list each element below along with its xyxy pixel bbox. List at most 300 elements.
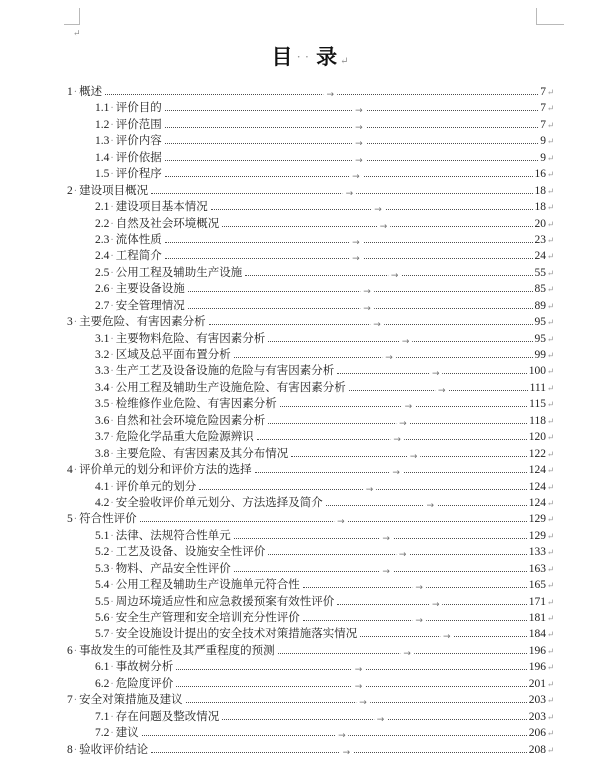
toc-entry[interactable] bbox=[67, 199, 555, 215]
toc-entry-title: 评价目的 bbox=[115, 102, 162, 115]
space-mark: · bbox=[110, 366, 114, 378]
page-number: 55 bbox=[534, 266, 546, 279]
space-mark: · bbox=[110, 136, 114, 148]
dot-leader bbox=[278, 648, 527, 659]
toc-entry-number: 3.6 bbox=[95, 414, 110, 427]
page-number: 203 bbox=[528, 710, 546, 723]
paragraph-mark: ↵ bbox=[547, 497, 555, 508]
toc-entry[interactable] bbox=[67, 610, 555, 626]
toc-entry-number: 3.3 bbox=[95, 365, 110, 378]
space-mark: · bbox=[110, 202, 114, 214]
space-mark: · bbox=[110, 333, 114, 345]
toc-entry-title: 评价范围 bbox=[115, 118, 162, 131]
toc-entry-title: 检维修作业危险、有害因素分析 bbox=[115, 398, 277, 411]
toc-entry-title: 公用工程及辅助生产设施单元符合性 bbox=[115, 579, 300, 592]
toc-entry-number: 5 bbox=[67, 513, 73, 526]
toc-entry[interactable] bbox=[67, 232, 555, 248]
toc-entry[interactable] bbox=[67, 725, 555, 741]
tab-mark-icon: → bbox=[379, 568, 393, 577]
toc-entry[interactable] bbox=[67, 133, 555, 149]
toc-entry[interactable] bbox=[67, 742, 555, 758]
toc-entry-number: 5.5 bbox=[95, 595, 110, 608]
page-number: 163 bbox=[528, 562, 546, 575]
space-mark: · bbox=[110, 234, 114, 246]
paragraph-mark: ↵ bbox=[547, 465, 555, 476]
dot-leader bbox=[234, 566, 527, 577]
tab-mark-icon: → bbox=[377, 223, 391, 232]
toc-entry[interactable] bbox=[67, 265, 555, 281]
dot-leader bbox=[268, 336, 532, 347]
dot-leader bbox=[142, 731, 527, 742]
paragraph-mark: ↵ bbox=[547, 152, 555, 163]
tab-mark-icon: → bbox=[352, 683, 366, 692]
toc-entry-title: 概述 bbox=[79, 86, 103, 98]
tab-mark-icon: → bbox=[370, 321, 384, 330]
toc-entry-title: 主要设备设施 bbox=[115, 283, 185, 296]
paragraph-mark: ↵ bbox=[547, 366, 555, 377]
space-mark: · bbox=[73, 695, 78, 707]
toc-entry-number: 1.4 bbox=[95, 151, 110, 164]
toc-entry-number: 3.5 bbox=[95, 398, 110, 411]
toc-entry[interactable] bbox=[67, 495, 555, 511]
space-mark: · bbox=[110, 448, 114, 460]
toc-entry-title: 评价单元的划分和评价方法的选择 bbox=[79, 464, 252, 477]
space-mark: · bbox=[73, 514, 78, 526]
toc-entry[interactable] bbox=[67, 331, 555, 347]
paragraph-mark: ↵ bbox=[547, 629, 555, 640]
page-number: 7 bbox=[540, 86, 546, 98]
tab-mark-icon: → bbox=[352, 107, 366, 116]
tab-mark-icon: → bbox=[334, 518, 348, 527]
toc-entry-number: 6 bbox=[67, 644, 73, 657]
page-number: 111 bbox=[529, 381, 546, 394]
margin-corner-mark-right bbox=[536, 8, 564, 25]
toc-entry[interactable] bbox=[67, 248, 555, 264]
toc-entry-number: 2.1 bbox=[95, 201, 110, 214]
toc-entry-number: 2.4 bbox=[95, 250, 110, 263]
toc-entry[interactable] bbox=[67, 100, 555, 116]
toc-entry-number: 2.5 bbox=[95, 266, 110, 279]
paragraph-mark: ↵ bbox=[547, 530, 555, 541]
toc-entry[interactable] bbox=[67, 347, 555, 363]
page-number: 18 bbox=[534, 201, 546, 214]
toc-entry[interactable] bbox=[67, 709, 555, 725]
page-number: 124 bbox=[528, 496, 546, 509]
tab-mark-icon: → bbox=[356, 699, 370, 708]
paragraph-mark: ↵ bbox=[547, 547, 555, 558]
tab-mark-icon: → bbox=[343, 190, 357, 199]
toc-entry-number: 4 bbox=[67, 464, 73, 477]
toc-entry-title: 危险化学品重大危险源辨识 bbox=[115, 431, 254, 444]
paragraph-mark: ↵ bbox=[547, 185, 555, 196]
dot-leader bbox=[165, 106, 539, 117]
tab-mark-icon: → bbox=[360, 288, 374, 297]
dot-leader bbox=[165, 254, 533, 265]
space-mark: · bbox=[110, 662, 114, 674]
toc-entry-number: 1.3 bbox=[95, 135, 110, 148]
dot-leader bbox=[349, 385, 528, 396]
paragraph-mark: ↵ bbox=[547, 580, 555, 591]
page-number: 196 bbox=[528, 644, 546, 657]
tab-mark-icon: → bbox=[382, 354, 396, 363]
toc-entry-number: 5.2 bbox=[95, 546, 110, 559]
dot-leader bbox=[151, 188, 532, 199]
dot-leader bbox=[222, 714, 527, 725]
dot-leader bbox=[188, 287, 533, 298]
page-number: 120 bbox=[528, 431, 546, 444]
paragraph-mark: ↵ bbox=[547, 399, 555, 410]
toc-entry-number: 3.2 bbox=[95, 349, 110, 361]
toc-entry[interactable] bbox=[67, 544, 555, 560]
toc-entry-title: 评价内容 bbox=[115, 135, 162, 148]
toc-entry-number: 5.1 bbox=[95, 529, 110, 542]
space-mark: · bbox=[110, 547, 114, 559]
dot-leader bbox=[165, 172, 533, 183]
toc-entry[interactable] bbox=[67, 183, 555, 199]
tab-mark-icon: → bbox=[390, 436, 404, 445]
page-number: 129 bbox=[528, 513, 546, 526]
toc-entry[interactable] bbox=[67, 692, 555, 708]
space-mark: · bbox=[110, 580, 114, 592]
space-mark: · bbox=[110, 415, 114, 427]
dot-leader bbox=[268, 418, 527, 429]
page-number: 16 bbox=[534, 168, 546, 181]
toc-entry-title: 评价依据 bbox=[115, 151, 162, 164]
toc-entry[interactable] bbox=[67, 413, 555, 429]
page-number: 18 bbox=[534, 184, 546, 197]
toc-entry-number: 7 bbox=[67, 694, 73, 707]
toc-entry[interactable] bbox=[67, 396, 555, 412]
page-number: 95 bbox=[534, 332, 546, 345]
space-mark: · bbox=[110, 629, 114, 641]
toc-entry-title: 周边环境适应性和应急救援预案有效性评价 bbox=[115, 595, 335, 608]
dot-leader bbox=[337, 369, 527, 380]
tab-mark-icon: → bbox=[324, 91, 338, 100]
paragraph-mark: ↵ bbox=[547, 284, 555, 295]
toc-entry-number: 1.2 bbox=[95, 118, 110, 131]
toc-entry-title: 工艺及设备、设施安全性评价 bbox=[115, 546, 266, 559]
toc-entry[interactable] bbox=[67, 363, 555, 379]
space-mark: · bbox=[110, 218, 114, 230]
dot-leader bbox=[151, 747, 527, 758]
space-mark: · bbox=[110, 300, 114, 312]
paragraph-mark: ↵ bbox=[547, 136, 555, 147]
paragraph-mark: ↵ bbox=[547, 300, 555, 311]
tab-mark-icon: → bbox=[399, 338, 413, 347]
toc-list bbox=[67, 84, 555, 758]
dot-leader bbox=[105, 90, 538, 100]
toc-entry[interactable] bbox=[67, 314, 555, 330]
paragraph-mark: ↵ bbox=[547, 678, 555, 689]
tab-mark-icon: → bbox=[335, 732, 349, 741]
tab-mark-icon: → bbox=[396, 551, 410, 560]
tab-mark-icon: → bbox=[352, 124, 366, 133]
toc-entry[interactable] bbox=[67, 528, 555, 544]
paragraph-mark: ↵ bbox=[547, 350, 555, 360]
page-number: 208 bbox=[528, 743, 546, 756]
toc-entry[interactable] bbox=[67, 626, 555, 642]
tab-mark-icon: → bbox=[402, 403, 416, 412]
tab-mark-icon: → bbox=[363, 486, 377, 495]
page-number: 89 bbox=[534, 299, 546, 312]
toc-entry[interactable] bbox=[67, 117, 555, 133]
space-mark: · bbox=[110, 284, 114, 296]
toc-entry-title: 危险度评价 bbox=[115, 677, 174, 690]
toc-entry[interactable] bbox=[67, 166, 555, 182]
toc-entry-title: 公用工程及辅助生产设施危险、有害因素分析 bbox=[115, 381, 346, 394]
toc-entry[interactable] bbox=[67, 150, 555, 166]
space-mark: · bbox=[110, 119, 114, 131]
page-number: 100 bbox=[528, 365, 546, 378]
toc-entry-number: 5.6 bbox=[95, 612, 110, 624]
toc-entry-title: 工程简介 bbox=[115, 250, 162, 263]
page-number: 124 bbox=[528, 464, 546, 477]
dot-leader bbox=[255, 468, 527, 479]
paragraph-mark: ↵ bbox=[547, 317, 555, 328]
page-number: 206 bbox=[528, 727, 546, 740]
toc-entry[interactable] bbox=[67, 561, 555, 577]
toc-entry[interactable] bbox=[67, 577, 555, 593]
page-number: 95 bbox=[534, 316, 546, 329]
toc-entry-title: 公用工程及辅助生产设施 bbox=[115, 266, 243, 279]
toc-entry-title: 建设项目概况 bbox=[79, 184, 149, 197]
dot-leader bbox=[337, 599, 527, 610]
toc-entry-number: 2.7 bbox=[95, 299, 110, 312]
space-mark: · bbox=[110, 530, 114, 542]
page-number: 7 bbox=[540, 118, 546, 131]
space-mark: · bbox=[110, 728, 114, 740]
page-number: 171 bbox=[528, 595, 546, 608]
tab-mark-icon: → bbox=[388, 272, 402, 281]
paragraph-mark: ↵ bbox=[547, 728, 555, 739]
tab-mark-icon: → bbox=[412, 617, 426, 626]
toc-entry-title: 符合性评价 bbox=[79, 513, 137, 526]
toc-entry[interactable] bbox=[67, 380, 555, 396]
toc-entry-number: 6.2 bbox=[95, 677, 110, 690]
space-mark: · bbox=[73, 645, 78, 657]
toc-entry-number: 7.1 bbox=[95, 710, 110, 723]
paragraph-mark: ↵ bbox=[547, 481, 555, 492]
dot-leader bbox=[165, 139, 539, 150]
page-number: 203 bbox=[528, 694, 546, 707]
toc-entry[interactable] bbox=[67, 676, 555, 692]
page-number: 23 bbox=[534, 233, 546, 246]
space-mark: · bbox=[73, 744, 78, 756]
space-mark: · bbox=[110, 432, 114, 444]
page-number: 124 bbox=[528, 480, 546, 493]
toc-entry-title: 主要危险、有害因素分析 bbox=[79, 316, 206, 329]
dot-leader bbox=[360, 632, 527, 643]
page-number: 115 bbox=[529, 398, 546, 411]
dot-leader bbox=[199, 484, 527, 495]
toc-entry-title: 建议 bbox=[115, 727, 139, 740]
paragraph-mark: ↵ bbox=[547, 645, 555, 656]
page-title bbox=[60, 41, 560, 71]
page-number: 165 bbox=[528, 579, 546, 592]
paragraph-mark: ↵ bbox=[547, 218, 555, 229]
page-number: 122 bbox=[528, 447, 546, 460]
toc-entry[interactable] bbox=[67, 594, 555, 610]
dot-leader bbox=[165, 237, 533, 248]
tab-mark-icon: → bbox=[407, 453, 421, 462]
dot-leader bbox=[303, 616, 527, 626]
tab-mark-icon: → bbox=[389, 469, 403, 478]
toc-entry-title: 验收评价结论 bbox=[79, 743, 149, 756]
page-number: 85 bbox=[534, 283, 546, 296]
toc-entry-title: 生产工艺及设备设施的危险与有害因素分析 bbox=[115, 365, 335, 378]
space-mark: · bbox=[110, 711, 114, 723]
toc-entry-number: 1.5 bbox=[95, 168, 110, 181]
page-number: 133 bbox=[528, 546, 546, 559]
toc-entry-number: 2.6 bbox=[95, 283, 110, 296]
toc-entry-title: 自然和社会环境危险因素分析 bbox=[115, 414, 266, 427]
toc-entry[interactable] bbox=[67, 643, 555, 659]
title-text-left: 目 bbox=[271, 45, 294, 69]
space-mark: · bbox=[110, 613, 114, 624]
space-mark: · bbox=[110, 103, 114, 115]
page-number: 184 bbox=[528, 628, 546, 641]
tab-mark-icon: → bbox=[435, 387, 449, 396]
title-text-right: 录 bbox=[316, 45, 339, 69]
toc-entry-number: 1.1 bbox=[95, 102, 110, 115]
toc-entry-title: 物料、产品安全性评价 bbox=[115, 562, 231, 575]
space-mark: ·· bbox=[296, 49, 314, 64]
toc-entry-number: 2.3 bbox=[95, 233, 110, 246]
dot-leader bbox=[140, 517, 527, 528]
tab-mark-icon: → bbox=[429, 370, 443, 379]
page-number: 20 bbox=[534, 217, 546, 230]
toc-entry-title: 主要危险、有害因素及其分布情况 bbox=[115, 447, 289, 460]
page-number: 201 bbox=[528, 677, 546, 690]
space-mark: · bbox=[110, 267, 114, 279]
paragraph-mark: ↵ bbox=[547, 103, 555, 114]
dot-leader bbox=[268, 550, 527, 561]
space-mark: · bbox=[110, 251, 114, 263]
paragraph-mark: ↵ bbox=[547, 202, 555, 213]
toc-entry-title: 评价程序 bbox=[115, 168, 162, 181]
dot-leader bbox=[303, 583, 527, 594]
dot-leader bbox=[176, 665, 527, 676]
dot-leader bbox=[280, 402, 527, 413]
toc-entry-number: 7.2 bbox=[95, 727, 110, 740]
tab-mark-icon: → bbox=[412, 584, 426, 593]
space-mark: · bbox=[110, 497, 114, 509]
toc-entry-number: 1 bbox=[67, 86, 73, 98]
toc-entry-title: 存在问题及整改情况 bbox=[115, 710, 220, 723]
toc-entry[interactable] bbox=[67, 462, 555, 478]
toc-entry-title: 主要物料危险、有害因素分析 bbox=[115, 332, 266, 345]
tab-mark-icon: → bbox=[349, 255, 363, 264]
toc-entry-number: 4.2 bbox=[95, 496, 110, 509]
space-mark: · bbox=[73, 317, 78, 329]
page-number: 129 bbox=[528, 529, 546, 542]
toc-entry[interactable] bbox=[67, 216, 555, 232]
space-mark: · bbox=[110, 481, 114, 493]
dot-leader bbox=[209, 320, 533, 331]
toc-entry-title: 安全设施设计提出的安全技术对策措施落实情况 bbox=[115, 628, 358, 641]
toc-entry-number: 6.1 bbox=[95, 661, 110, 674]
paragraph-mark: ↵ bbox=[547, 695, 555, 706]
tab-mark-icon: → bbox=[423, 502, 437, 511]
paragraph-mark: ↵ bbox=[547, 169, 555, 180]
margin-corner-mark-left bbox=[64, 8, 80, 25]
dot-leader bbox=[234, 533, 527, 544]
toc-entry-number: 3.8 bbox=[95, 447, 110, 460]
space-mark: · bbox=[110, 152, 114, 164]
paragraph-mark: ↵ bbox=[547, 267, 555, 278]
dot-leader bbox=[211, 205, 533, 216]
toc-entry-number: 3.1 bbox=[95, 332, 110, 345]
toc-entry[interactable] bbox=[67, 659, 555, 675]
toc-entry-title: 安全验收评价单元划分、方法选择及简介 bbox=[115, 496, 323, 509]
toc-entry[interactable] bbox=[67, 281, 555, 297]
toc-entry-title: 事故树分析 bbox=[115, 661, 174, 674]
tab-mark-icon: → bbox=[349, 173, 363, 182]
paragraph-mark: ↵ bbox=[547, 432, 555, 443]
toc-entry[interactable] bbox=[67, 84, 555, 100]
page-number: 9 bbox=[540, 151, 546, 164]
paragraph-mark: ↵ bbox=[547, 382, 555, 393]
toc-entry-number: 4.1 bbox=[95, 480, 110, 493]
page-number: 181 bbox=[528, 612, 546, 624]
tab-mark-icon: → bbox=[400, 650, 414, 659]
dot-leader bbox=[176, 681, 527, 692]
paragraph-mark: ↵ bbox=[547, 415, 555, 426]
space-mark: · bbox=[110, 678, 114, 690]
space-mark: · bbox=[110, 382, 114, 394]
tab-mark-icon: → bbox=[396, 420, 410, 429]
paragraph-mark: ↵ bbox=[340, 56, 349, 67]
space-mark: · bbox=[73, 465, 78, 477]
toc-entry-number: 2 bbox=[67, 184, 73, 197]
tab-mark-icon: → bbox=[374, 716, 388, 725]
space-mark: · bbox=[73, 185, 78, 197]
toc-entry-number: 8 bbox=[67, 743, 73, 756]
space-mark: · bbox=[110, 563, 114, 575]
dot-leader bbox=[326, 500, 527, 511]
dot-leader bbox=[188, 303, 533, 314]
space-mark: · bbox=[110, 596, 114, 608]
toc-entry[interactable] bbox=[67, 479, 555, 495]
page-number: 196 bbox=[528, 661, 546, 674]
space-mark: · bbox=[73, 87, 78, 98]
tab-mark-icon: → bbox=[360, 305, 374, 314]
toc-entry[interactable] bbox=[67, 429, 555, 445]
paragraph-mark: ↵ bbox=[547, 563, 555, 574]
toc-entry-number: 3 bbox=[67, 316, 73, 329]
space-mark: · bbox=[110, 399, 114, 411]
toc-entry-number: 5.3 bbox=[95, 562, 110, 575]
toc-entry-title: 事故发生的可能性及其严重程度的预测 bbox=[79, 644, 275, 657]
toc-entry-title: 安全管理情况 bbox=[115, 299, 185, 312]
paragraph-mark: ↵ bbox=[547, 333, 555, 344]
toc-entry-title: 区域及总平面布置分析 bbox=[115, 349, 231, 361]
tab-mark-icon: → bbox=[352, 666, 366, 675]
paragraph-mark: ↵ bbox=[547, 119, 555, 130]
page-number: 7 bbox=[540, 102, 546, 115]
toc-entry-number: 3.4 bbox=[95, 381, 110, 394]
toc-entry-title: 建设项目基本情况 bbox=[115, 201, 208, 214]
paragraph-mark: ↵ bbox=[547, 596, 555, 607]
toc-entry-title: 评价单元的划分 bbox=[115, 480, 197, 493]
toc-entry[interactable] bbox=[67, 298, 555, 314]
dot-leader bbox=[234, 353, 533, 363]
toc-entry[interactable] bbox=[67, 446, 555, 462]
tab-mark-icon: → bbox=[340, 749, 354, 758]
toc-entry[interactable] bbox=[67, 511, 555, 527]
dot-leader bbox=[165, 155, 539, 166]
space-mark: · bbox=[110, 169, 114, 181]
